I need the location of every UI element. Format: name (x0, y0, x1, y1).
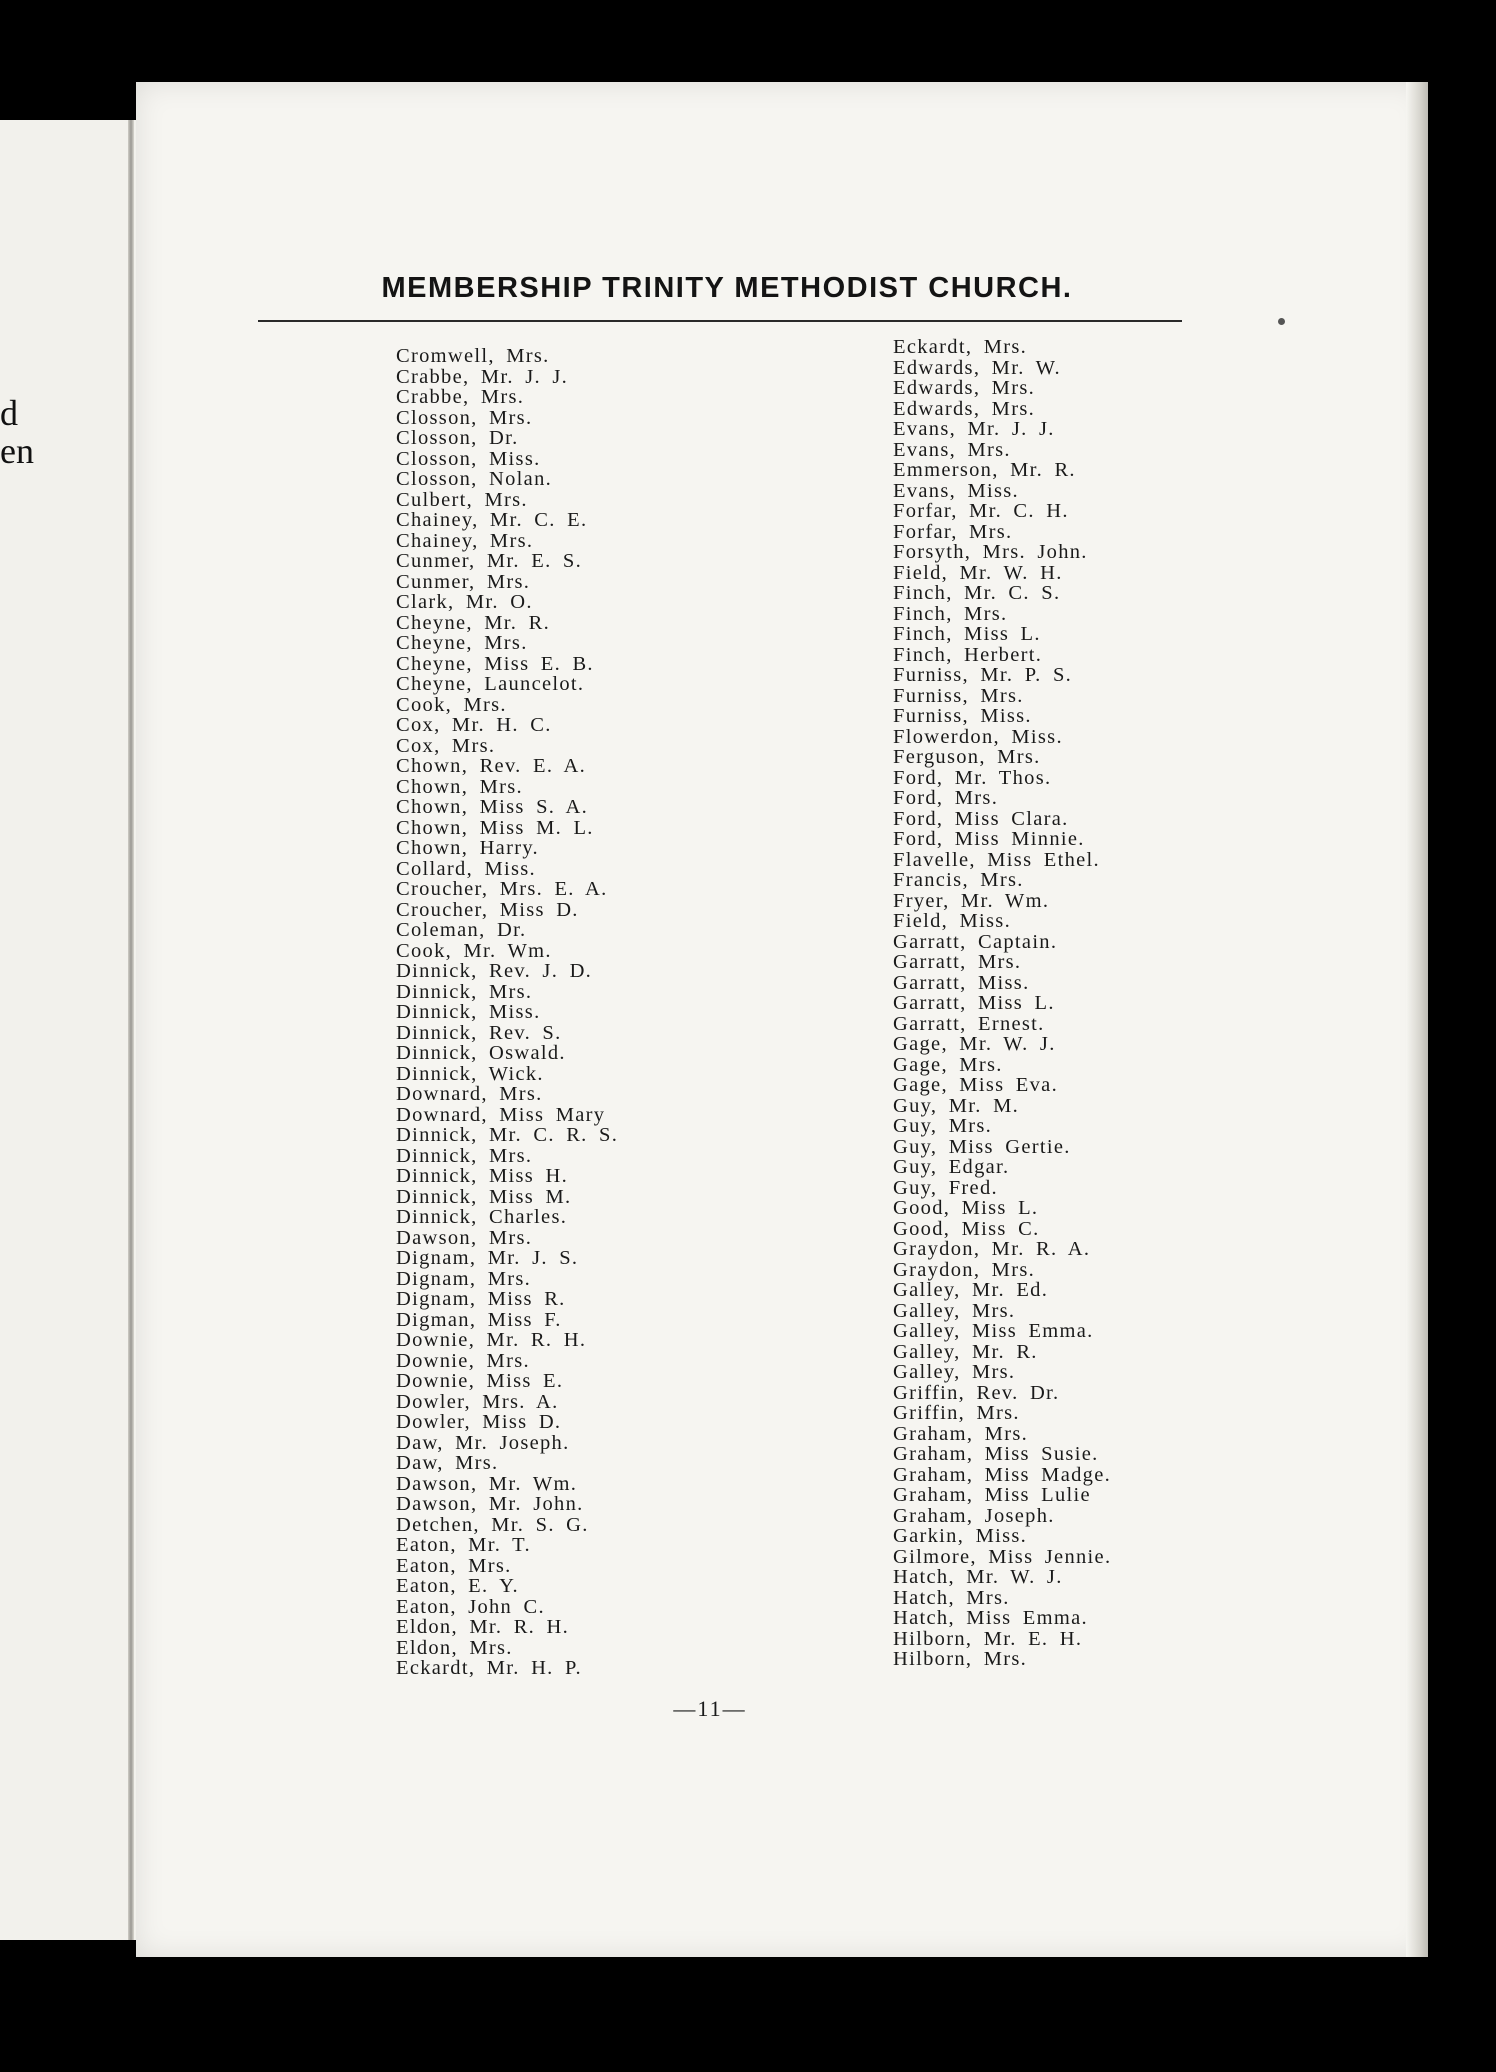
member-entry: Culbert, Mrs. (396, 488, 528, 511)
member-entry: Dinnick, Miss H. (396, 1165, 569, 1187)
member-entry: Eckardt, Mr. H. P. (396, 1657, 582, 1679)
member-entry: Dinnick, Oswald. (396, 1042, 566, 1064)
member-entry: Furniss, Mr. P. S. (893, 664, 1073, 686)
member-entry: Finch, Miss L. (893, 623, 1041, 645)
member-entry: Ferguson, Mrs. (893, 746, 1041, 768)
member-entry: Downie, Mr. R. H. (396, 1329, 587, 1351)
member-entry: Cheyne, Launcelot. (396, 673, 585, 695)
member-entry: Chainey, Mr. C. E. (396, 509, 588, 531)
member-entry: Forfar, Mr. C. H. (893, 500, 1069, 522)
member-entry: Hilborn, Mr. E. H. (893, 1627, 1083, 1650)
member-entry: Garkin, Miss. (893, 1525, 1028, 1547)
member-entry: Guy, Mr. M. (893, 1094, 1020, 1117)
member-entry: Cox, Mr. H. C. (396, 714, 552, 736)
member-entry: Guy, Edgar. (893, 1156, 1010, 1178)
member-entry: Cheyne, Mr. R. (396, 611, 551, 634)
member-entry: Evans, Mrs. (893, 438, 1011, 461)
member-entry: Downard, Miss Mary (396, 1103, 606, 1126)
member-entry: Chown, Miss S. A. (396, 796, 589, 818)
member-entry: Garratt, Ernest. (893, 1012, 1045, 1035)
member-entry: Graham, Miss Susie. (893, 1443, 1099, 1465)
member-entry: Flowerdon, Miss. (893, 725, 1063, 748)
member-entry: Eldon, Mr. R. H. (396, 1616, 570, 1638)
member-entry: Graydon, Mr. R. A. (893, 1238, 1091, 1260)
member-entry: Graham, Miss Lulie (893, 1484, 1091, 1506)
member-entry: Dowler, Miss D. (396, 1411, 562, 1433)
member-entry: Ford, Miss Minnie. (893, 828, 1085, 850)
member-entry: Graham, Miss Madge. (893, 1463, 1112, 1486)
member-entry: Hatch, Mrs. (893, 1586, 1010, 1609)
member-entry: Daw, Mr. Joseph. (396, 1431, 570, 1454)
member-entry: Closson, Mrs. (396, 406, 533, 429)
member-entry: Gage, Mr. W. J. (893, 1033, 1056, 1055)
member-entry: Evans, Mr. J. J. (893, 418, 1055, 440)
page-number: —11— (673, 1696, 747, 1721)
member-entry: Eldon, Mrs. (396, 1636, 513, 1659)
member-entry: Cox, Mrs. (396, 734, 496, 757)
member-entry: Garratt, Captain. (893, 930, 1058, 953)
member-entry: Ford, Miss Clara. (893, 807, 1069, 830)
member-entry: Cook, Mr. Wm. (396, 939, 552, 962)
member-entry: Garratt, Mrs. (893, 951, 1022, 973)
member-entry: Closson, Nolan. (396, 468, 553, 490)
member-entry: Field, Mr. W. H. (893, 561, 1063, 584)
member-entry: Cook, Mrs. (396, 693, 507, 716)
member-entry: Eaton, Mrs. (396, 1554, 512, 1577)
member-entry: Forsyth, Mrs. John. (893, 541, 1088, 563)
header-divider (258, 320, 1182, 322)
member-entry: Edwards, Mrs. (893, 397, 1036, 420)
member-entry: Chown, Rev. E. A. (396, 755, 587, 777)
member-entry: Detchen, Mr. S. G. (396, 1513, 589, 1536)
member-entry: Graham, Mrs. (893, 1422, 1029, 1445)
member-entry: Eaton, Mr. T. (396, 1534, 531, 1556)
member-entry: Daw, Mrs. (396, 1452, 499, 1474)
member-entry: Dinnick, Wick. (396, 1062, 544, 1085)
member-entry: Forfar, Mrs. (893, 520, 1013, 543)
member-entry: Dawson, Mr. John. (396, 1493, 584, 1515)
member-entry: Galley, Miss Emma. (893, 1320, 1094, 1342)
member-entry: Crabbe, Mr. J. J. (396, 365, 569, 388)
member-entry: Dignam, Mr. J. S. (396, 1247, 579, 1269)
member-entry: Clark, Mr. O. (396, 591, 533, 613)
member-entry: Good, Miss L. (893, 1197, 1039, 1219)
ink-speck (1278, 318, 1285, 325)
member-entry: Downie, Mrs. (396, 1349, 530, 1372)
member-entry: Chown, Miss M. L. (396, 816, 594, 839)
member-entry: Ford, Mrs. (893, 787, 999, 809)
member-entry: Dawson, Mr. Wm. (396, 1472, 578, 1495)
facing-page-text-fragment: en (0, 431, 34, 471)
member-entry: Dinnick, Rev. S. (396, 1021, 562, 1044)
member-entry: Dinnick, Mrs. (396, 1144, 533, 1167)
member-entry: Finch, Mr. C. S. (893, 582, 1061, 604)
member-entry: Edwards, Mrs. (893, 377, 1036, 399)
member-entry: Dignam, Miss R. (396, 1288, 566, 1310)
member-entry: Evans, Miss. (893, 479, 1019, 502)
member-entry: Furniss, Mrs. (893, 684, 1024, 707)
member-entry: Chown, Harry. (396, 837, 539, 859)
member-entry: Hatch, Mr. W. J. (893, 1566, 1063, 1588)
member-entry: Griffin, Mrs. (893, 1402, 1020, 1424)
member-entry: Digman, Miss F. (396, 1308, 562, 1331)
member-entry: Francis, Mrs. (893, 869, 1024, 891)
member-entry: Garratt, Miss L. (893, 992, 1055, 1014)
member-entry: Flavelle, Miss Ethel. (893, 848, 1100, 871)
member-entry: Galley, Mr. R. (893, 1340, 1038, 1363)
member-entry: Guy, Mrs. (893, 1115, 993, 1137)
member-entry: Guy, Fred. (893, 1176, 998, 1199)
member-entry: Crabbe, Mrs. (396, 386, 525, 408)
member-entry: Eaton, E. Y. (396, 1575, 519, 1597)
member-entry: Cunmer, Mr. E. S. (396, 550, 583, 572)
member-entry: Dawson, Mrs. (396, 1226, 533, 1249)
member-entry: Croucher, Miss D. (396, 898, 579, 921)
member-entry: Dinnick, Charles. (396, 1206, 568, 1228)
member-list-right (893, 337, 1111, 1670)
member-entry: Gage, Mrs. (893, 1053, 1003, 1076)
member-entry: Eckardt, Mrs. (893, 336, 1028, 358)
member-entry: Graham, Joseph. (893, 1504, 1055, 1527)
page-edge (1406, 82, 1428, 1957)
member-entry: Galley, Mrs. (893, 1361, 1016, 1383)
member-entry: Graydon, Mrs. (893, 1258, 1036, 1281)
member-entry: Griffin, Rev. Dr. (893, 1381, 1060, 1404)
member-entry: Galley, Mr. Ed. (893, 1279, 1049, 1301)
member-entry: Croucher, Mrs. E. A. (396, 878, 608, 900)
member-entry: Dinnick, Rev. J. D. (396, 960, 593, 982)
member-entry: Hilborn, Mrs. (893, 1648, 1028, 1670)
member-entry: Dinnick, Miss. (396, 1001, 541, 1023)
member-entry: Downie, Miss E. (396, 1370, 564, 1392)
member-entry: Finch, Herbert. (893, 643, 1043, 666)
facing-page-text-fragment: d (0, 393, 18, 433)
member-entry: Finch, Mrs. (893, 602, 1008, 625)
member-entry: Dowler, Mrs. A. (396, 1390, 559, 1413)
member-entry: Cheyne, Miss E. B. (396, 652, 594, 675)
member-entry: Chown, Mrs. (396, 775, 523, 798)
member-list-left (396, 346, 618, 1679)
member-entry: Edwards, Mr. W. (893, 356, 1061, 379)
member-entry: Cunmer, Mrs. (396, 570, 531, 593)
member-entry: Guy, Miss Gertie. (893, 1135, 1071, 1158)
member-entry: Closson, Miss. (396, 447, 541, 470)
member-entry: Furniss, Miss. (893, 705, 1032, 727)
member-entry: Coleman, Dr. (396, 919, 527, 941)
member-entry: Gilmore, Miss Jennie. (893, 1545, 1112, 1568)
member-entry: Collard, Miss. (396, 857, 536, 880)
member-entry: Dinnick, Mrs. (396, 980, 533, 1003)
member-entry: Closson, Dr. (396, 427, 519, 449)
member-entry: Cromwell, Mrs. (396, 345, 550, 367)
member-entry: Fryer, Mr. Wm. (893, 889, 1050, 912)
member-entry: Dinnick, Mr. C. R. S. (396, 1124, 619, 1146)
member-entry: Garratt, Miss. (893, 971, 1030, 994)
member-entry: Emmerson, Mr. R. (893, 459, 1076, 481)
member-entry: Field, Miss. (893, 910, 1011, 932)
page-title: MEMBERSHIP TRINITY METHODIST CHURCH. (381, 272, 1073, 304)
member-entry: Downard, Mrs. (396, 1083, 543, 1105)
member-entry: Dinnick, Miss M. (396, 1185, 572, 1208)
member-entry: Good, Miss C. (893, 1217, 1040, 1240)
facing-page (0, 120, 138, 1940)
member-entry: Hatch, Miss Emma. (893, 1607, 1088, 1629)
page-gutter (128, 120, 134, 1940)
member-entry: Galley, Mrs. (893, 1299, 1016, 1322)
member-entry: Cheyne, Mrs. (396, 632, 528, 654)
member-entry: Dignam, Mrs. (396, 1267, 532, 1290)
member-entry: Ford, Mr. Thos. (893, 766, 1052, 789)
document-page (136, 82, 1426, 1957)
member-entry: Gage, Miss Eva. (893, 1074, 1059, 1096)
member-entry: Chainey, Mrs. (396, 529, 534, 552)
member-entry: Eaton, John C. (396, 1595, 545, 1618)
